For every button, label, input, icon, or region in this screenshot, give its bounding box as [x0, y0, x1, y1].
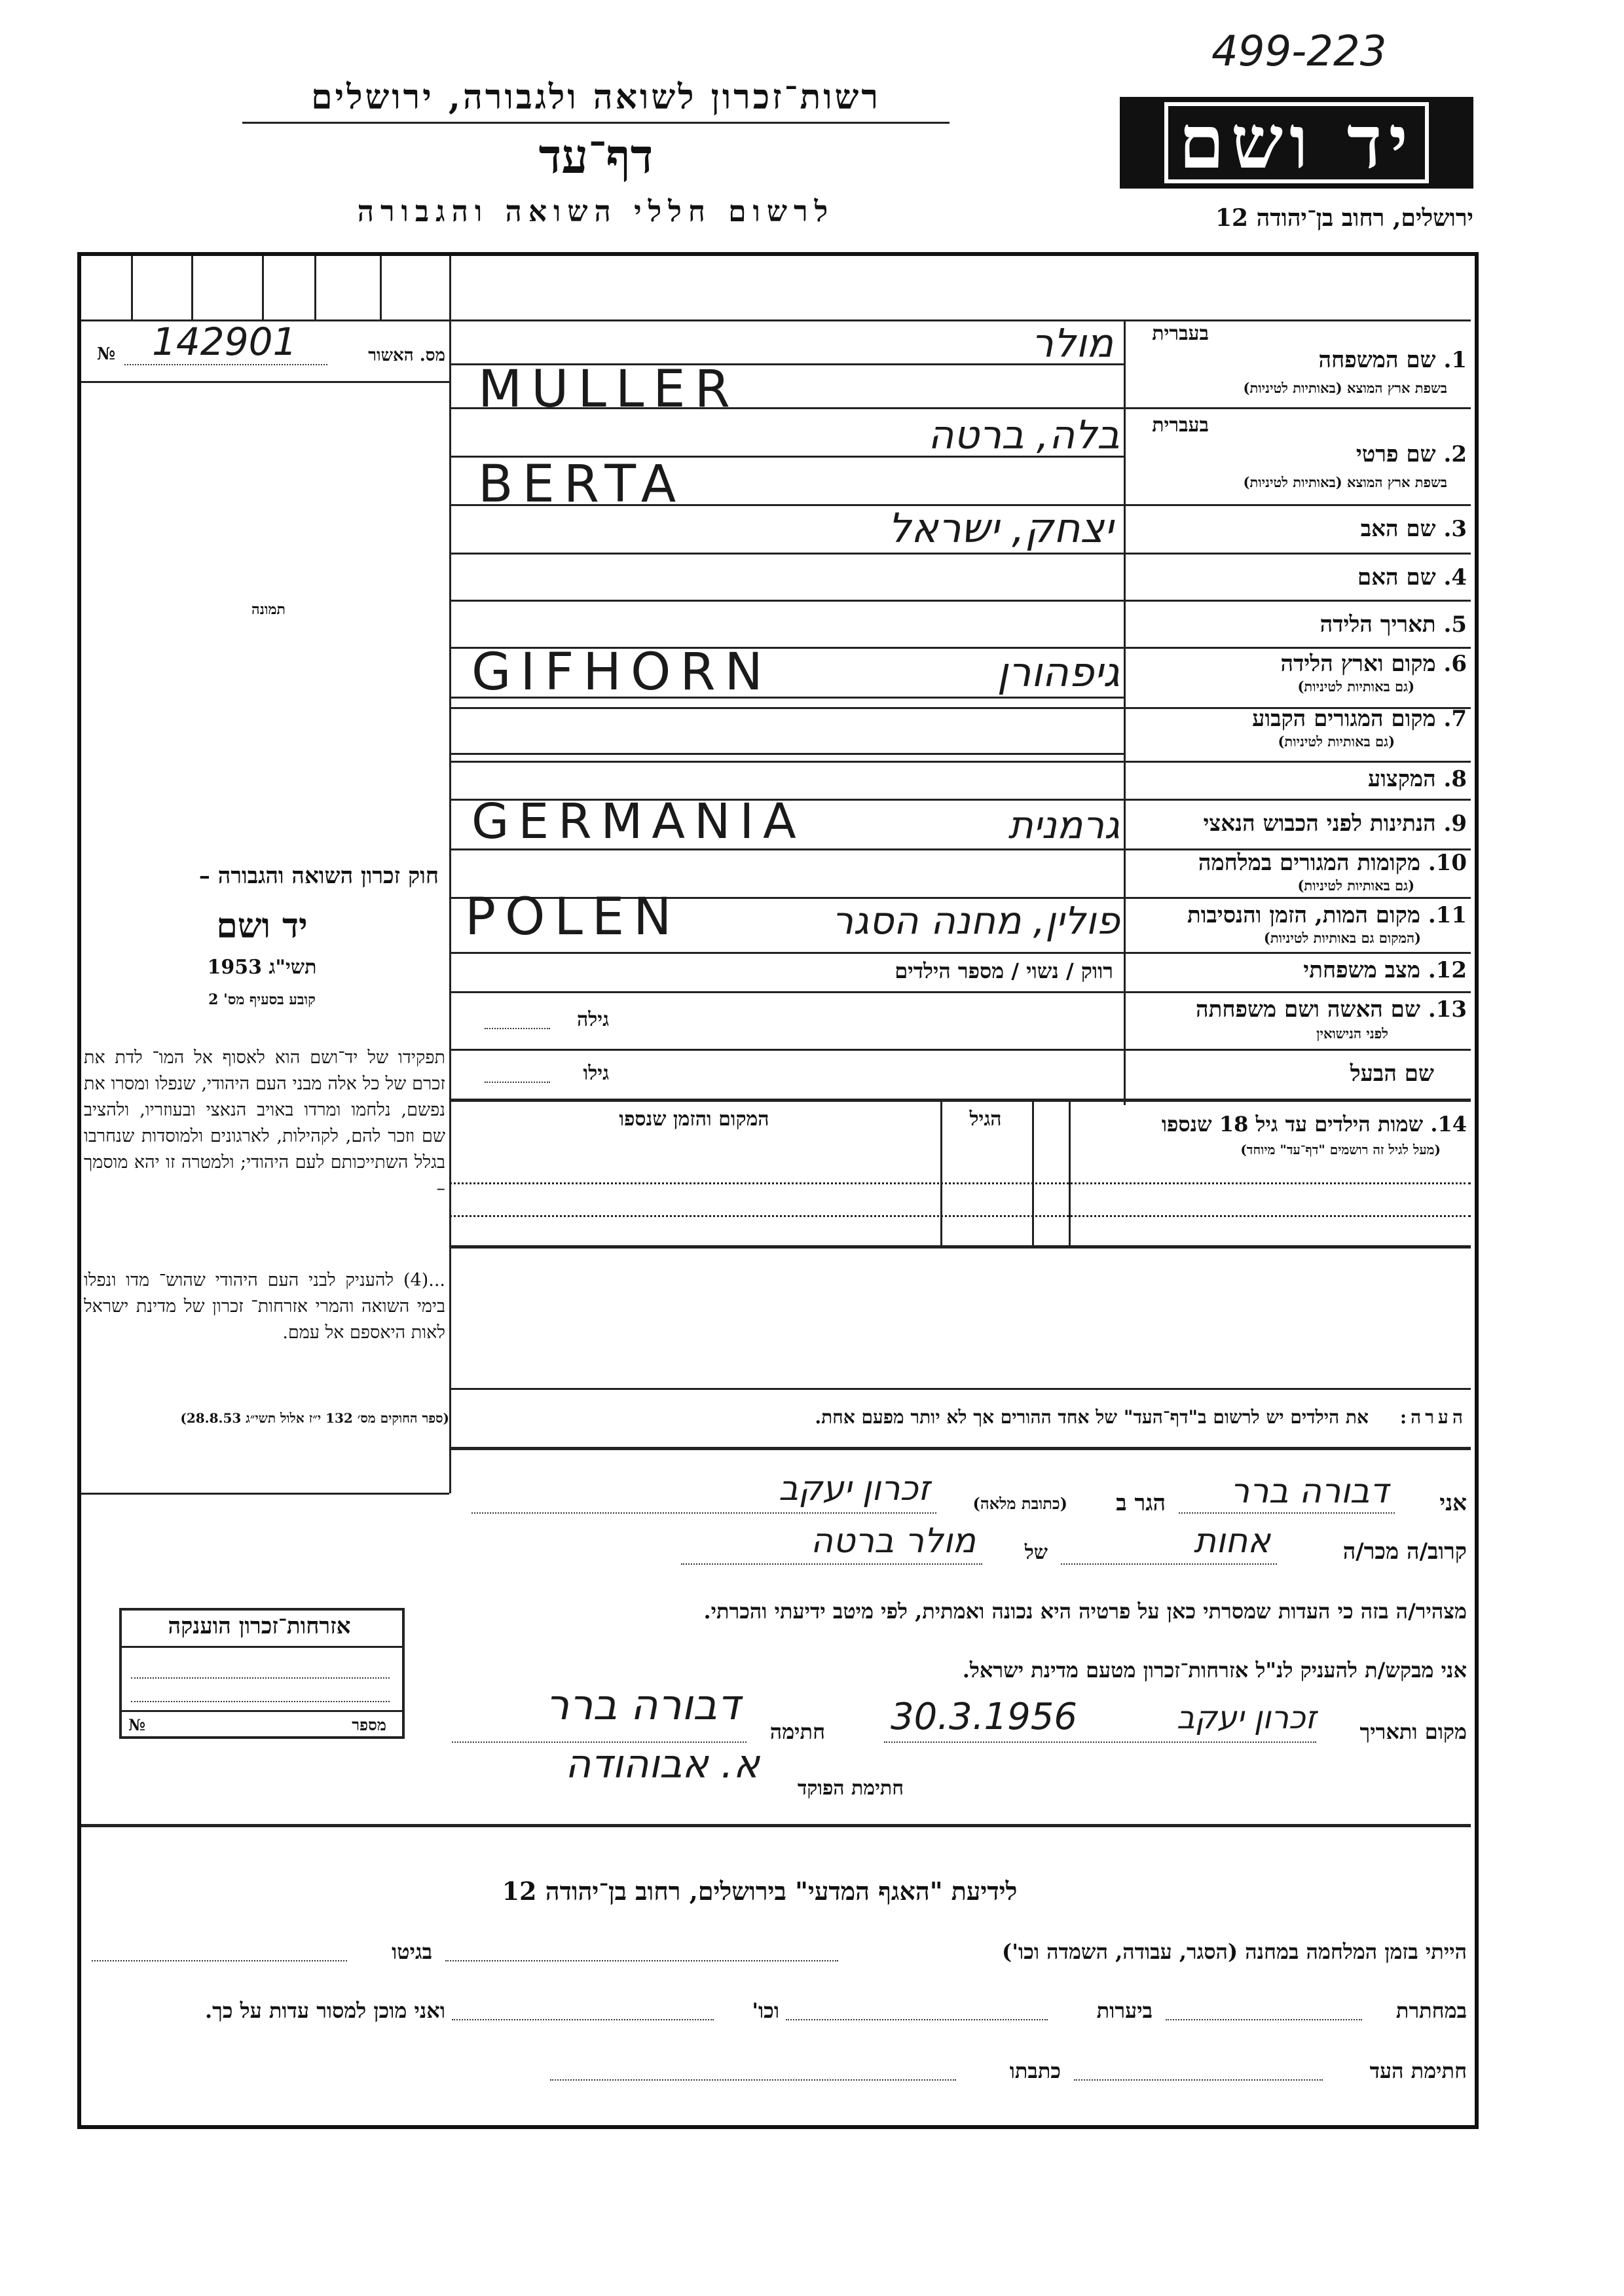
children-row-line-1 [449, 1182, 1471, 1184]
top-strip-tick-4 [314, 256, 316, 319]
field-2-tag: בעברית [1152, 414, 1209, 437]
signature-input[interactable]: דבורה ברר [545, 1681, 740, 1730]
field-7-num: 7. [1443, 706, 1467, 732]
footer-line3-b: כתבתו [1009, 2058, 1061, 2083]
field-10-text: מקומות המגורים במלחמה [1198, 850, 1420, 876]
relation-label: קרוב/ה מכר/ה [1342, 1539, 1467, 1565]
children-table-bottom [449, 1245, 1471, 1248]
field-1-sub: בשפת ארץ המוצא (באותיות לטיניות) [1243, 380, 1447, 396]
footer-line1-a: הייתי בזמן המלחמה במחנה (הסגר, עבודה, השמדה וכו') [1002, 1939, 1467, 1964]
citizenship-number-label: מספר [352, 1715, 386, 1734]
permanent-residence-input[interactable] [452, 708, 1120, 752]
officer-signature-label: חתימת הפוקד [797, 1777, 904, 1800]
field-2-num: 2. [1443, 441, 1467, 467]
first-name-hebrew-input[interactable]: בלה, ברטה [928, 412, 1120, 458]
declaration-statement: מצהיר/ה בזה כי העדות שמסרתי כאן על פרטיה היא נכונה ואמתית, לפי מיטב ידיעתי והכרתי. [703, 1599, 1467, 1624]
row-line-13 [449, 1049, 1471, 1051]
field-11-num: 11. [1428, 902, 1467, 928]
approval-number[interactable]: 142901 [152, 319, 297, 364]
handwritten-reference: 499-223 [1211, 27, 1387, 76]
children-row-line-2 [449, 1215, 1471, 1217]
declarant-address-line [471, 1512, 936, 1514]
citizenship-title-line [119, 1646, 402, 1648]
declarant-address-input[interactable]: זכרון יעקב [779, 1469, 930, 1508]
footer-line1-b: בגיטו [392, 1939, 432, 1964]
law-source: (ספר החוקים מס׳ 132 י״ז אלול תשי״ג 28.8.53) [180, 1410, 449, 1426]
law-name: יד ושם [216, 906, 308, 946]
field-6-text: מקום וארץ הלידה [1280, 651, 1436, 677]
field-11-label [1133, 902, 1467, 928]
field-13-text: שם האשה ושם משפחתה [1196, 996, 1420, 1023]
wife-age-label: גילה [576, 1008, 609, 1031]
row-line-7a [449, 753, 1124, 755]
form-subtitle: לרשום חללי השואה והגבורה [357, 195, 835, 228]
field-12-num: 12. [1428, 957, 1467, 983]
footer-title: לידיעת "האגף המדעי" בירושלים, רחוב בן־יהודה 12 [502, 1876, 1018, 1906]
approval-no-mark: № [97, 344, 116, 364]
top-strip-tick-5 [380, 256, 382, 319]
field-11-text: מקום המות, הזמן והנסיבות [1187, 902, 1420, 928]
footer-line2-d: ואני מוכן למסור עדות על כך. [204, 1998, 445, 2023]
footer-line2-c: וכו' [752, 1998, 779, 2023]
surname-hebrew-input[interactable]: מולר [1031, 321, 1113, 367]
birthplace-hebrew-input[interactable]: גיפהורן [997, 648, 1120, 696]
field-3-label [1133, 516, 1467, 542]
citizenship-dotline-2 [131, 1701, 390, 1702]
footer-line2-dots-b[interactable] [786, 2019, 1048, 2020]
field-1-tag: בעברית [1152, 322, 1209, 345]
photo-label: תמונה [251, 601, 286, 618]
field-4-label [1133, 564, 1467, 591]
field-7-text: מקום המגורים הקבוע [1252, 706, 1436, 732]
field-9-label [1133, 811, 1467, 837]
logo-text: יד ושם [1164, 102, 1429, 183]
children-col-divider-2 [1032, 1101, 1034, 1245]
law-source-line [81, 1493, 449, 1495]
left-column-divider [449, 256, 451, 1493]
mother-name-input[interactable] [452, 554, 1120, 597]
note-text: את הילדים יש לרשום ב"דף־העד" של אחד ההורים אך לא יותר מפעם אחת. [815, 1406, 1369, 1428]
husband-age-label: גילו [583, 1062, 609, 1085]
footer-line2-b: ביערות [1096, 1998, 1153, 2023]
top-strip-tick-1 [131, 256, 133, 319]
children-col-divider-3 [1069, 1101, 1071, 1245]
children-age-header: הגיל [969, 1108, 1002, 1131]
footer-line3-dots-b[interactable] [550, 2079, 956, 2081]
field-2-sub: בשפת ארץ המוצא (באותיות לטיניות) [1243, 474, 1447, 490]
field-1-label [1133, 347, 1467, 373]
form-title: דף־עד [538, 128, 654, 184]
place-date-line [884, 1741, 1316, 1743]
field-5-text: תאריך הלידה [1320, 611, 1436, 638]
citizenship-no-mark: № [128, 1715, 146, 1734]
note-bottom-line [449, 1447, 1471, 1450]
declaration-request: אני מבקש/ת להעניק לנ"ל אזרחות־זכרון מטעם מדינת ישראל. [962, 1658, 1467, 1683]
field-8-num: 8. [1443, 766, 1467, 792]
field-12-label [1133, 957, 1467, 983]
field-8-label [1133, 766, 1467, 792]
relation-of: של [1024, 1541, 1048, 1564]
declarant-name-line [1179, 1512, 1395, 1514]
marital-status-options[interactable]: רווק / נשוי / מספר הילדים [895, 958, 1113, 983]
footer-line3-dots-a[interactable] [1074, 2079, 1323, 2081]
footer-line1-dots-b[interactable] [92, 1960, 347, 1961]
field-11-sub: (המקום גם באותיות לטיניות) [1263, 930, 1421, 946]
declarant-name-input[interactable]: דבורה ברר [1230, 1472, 1388, 1511]
surname-latin-input[interactable]: MULLER [478, 360, 739, 419]
husband-age-input[interactable] [485, 1082, 550, 1083]
first-name-latin-input[interactable]: BERTA [478, 455, 686, 514]
field-13-label [1133, 996, 1467, 1023]
field-4-text: שם האם [1357, 564, 1436, 591]
field-13-num: 13. [1428, 996, 1467, 1023]
footer-line1-dots-a[interactable] [445, 1960, 838, 1961]
field-10-sub: (גם באותיות לטיניות) [1297, 877, 1414, 894]
nationality-latin-input[interactable]: GERMANIA [471, 793, 805, 850]
relation-of-input[interactable]: מולר ברטה [810, 1522, 976, 1561]
field-1-text: שם המשפחה [1318, 347, 1436, 373]
authority-name: רשות־זכרון לשואה ולגבורה, ירושלים [311, 77, 881, 117]
declaration-address-hint: (כתובת מלאה) [972, 1494, 1067, 1513]
birth-date-input[interactable] [452, 601, 1120, 644]
law-clause: קובע בסעיף מס' 2 [208, 991, 316, 1008]
place-date-label: מקום ותאריך [1359, 1719, 1467, 1744]
field-7-label [1133, 706, 1467, 732]
field-1-num: 1. [1443, 347, 1467, 373]
citizenship-dotline-1 [131, 1677, 390, 1679]
field-6-sub: (גם באותיות לטיניות) [1297, 678, 1414, 695]
field-6-label [1133, 651, 1467, 677]
row-line-11 [449, 952, 1471, 954]
death-place-hebrew-input[interactable]: פולין, מחנה הסגר [832, 898, 1120, 943]
note-top-line [449, 1388, 1471, 1390]
field-6-num: 6. [1443, 651, 1467, 677]
field-14-num: 14. [1430, 1112, 1467, 1137]
father-name-input[interactable]: יצחק, ישראל [887, 504, 1113, 552]
top-strip-tick-2 [191, 256, 193, 319]
children-place-header: המקום והזמן שנספו [619, 1108, 769, 1131]
children-col-divider-1 [940, 1101, 942, 1245]
law-text-mandate: תפקידו של יד־ושם הוא לאסוף אל המו־ לדת את זכרם של כל אלה מבני העם היהודי, שנפלו ומסרו את נפשם, נלחמו ומרדו באויב הנאצי ובעוזריו, ולהציב שם וזכר להם, לקהילות, לארגונים ולמוסדות שנחרבו בגלל השתייכותם לעם היהודי; ולמטרה זו יהא מוסמך – [84, 1048, 445, 1199]
law-title: חוק זכרון השואה והגבורה – [198, 863, 439, 889]
declaration-resides: הגר ב [1116, 1490, 1166, 1516]
law-year: תשי"ג 1953 [207, 956, 317, 979]
row-line-12 [449, 991, 1471, 993]
field-13-sub: לפני הנישואין [1316, 1025, 1388, 1042]
nationality-hebrew-input[interactable]: גרמנית [1008, 803, 1120, 847]
field-2-label [1133, 441, 1467, 467]
wife-age-input[interactable] [485, 1028, 550, 1029]
field-3-num: 3. [1443, 516, 1467, 542]
field-10-label [1133, 850, 1467, 876]
field-14-label [1074, 1112, 1467, 1137]
field-14-sub: (מעל לגיל זה רושמים "דף־עד" מיוחד) [1240, 1142, 1441, 1157]
footer-line2-dots-c[interactable] [452, 2019, 714, 2020]
death-place-latin-input[interactable]: POLEN [465, 888, 681, 947]
note-label: הערה: [1399, 1406, 1467, 1428]
date-input[interactable]: 30.3.1956 [891, 1696, 1078, 1738]
footer-line2-a: במחתרת [1395, 1998, 1467, 2023]
law-text-citizenship: ...(4) להעניק לבני העם היהודי שהוש־ מדו ונפלו בימי השואה והמרי אזרחות־ זכרון של מדינת ישראל לאות היאספם אל עמם. [84, 1270, 445, 1343]
relation-line [1061, 1563, 1277, 1565]
relation-of-line [681, 1563, 982, 1565]
declaration-ani: אני [1439, 1490, 1467, 1516]
approval-number-line [124, 364, 327, 365]
place-input[interactable]: זכרון יעקב [1176, 1700, 1316, 1736]
field-4-num: 4. [1443, 564, 1467, 591]
citizenship-number-line [119, 1710, 402, 1712]
photo-area[interactable] [81, 382, 449, 834]
relation-input[interactable]: אחות [1193, 1522, 1270, 1561]
row-line-husband [449, 1099, 1471, 1102]
approval-label: מס. האשור [368, 346, 445, 365]
field-5-label [1133, 611, 1467, 638]
yad-vashem-logo [1120, 97, 1473, 189]
field-14-text: שמות הילדים עד גיל 18 שנספו [1161, 1112, 1424, 1137]
authority-underline [242, 122, 950, 124]
field-12-text: מצב משפחתי [1303, 957, 1420, 983]
footer-top-line [81, 1824, 1471, 1827]
field-10-num: 10. [1428, 850, 1467, 876]
footer-line3-a: חתימת העד [1369, 2058, 1467, 2083]
field-5-num: 5. [1443, 611, 1467, 638]
field-7-sub: (גם באותיות לטיניות) [1278, 733, 1395, 750]
top-strip-tick-3 [262, 256, 264, 319]
footer-line2-dots-a[interactable] [1166, 2019, 1362, 2020]
citizenship-title: אזרחות־זכרון הוענקה [168, 1613, 351, 1639]
husband-label: שם הבעל [1350, 1061, 1434, 1087]
field-9-text: הנתינות לפני הכבוש הנאצי [1203, 811, 1436, 837]
field-9-num: 9. [1443, 811, 1467, 837]
birthplace-latin-input[interactable]: GIFHORN [471, 643, 772, 702]
profession-input[interactable] [452, 762, 1120, 797]
field-2-text: שם פרטי [1356, 441, 1436, 467]
signature-label: חתימה [769, 1719, 825, 1744]
field-3-text: שם האב [1360, 516, 1436, 542]
officer-signature-input[interactable]: א. אבוהודה [565, 1741, 760, 1787]
header-address: ירושלים, רחוב בן־יהודה 12 [1215, 204, 1473, 232]
field-8-text: המקצוע [1367, 766, 1436, 792]
label-column-divider [1124, 319, 1126, 1105]
